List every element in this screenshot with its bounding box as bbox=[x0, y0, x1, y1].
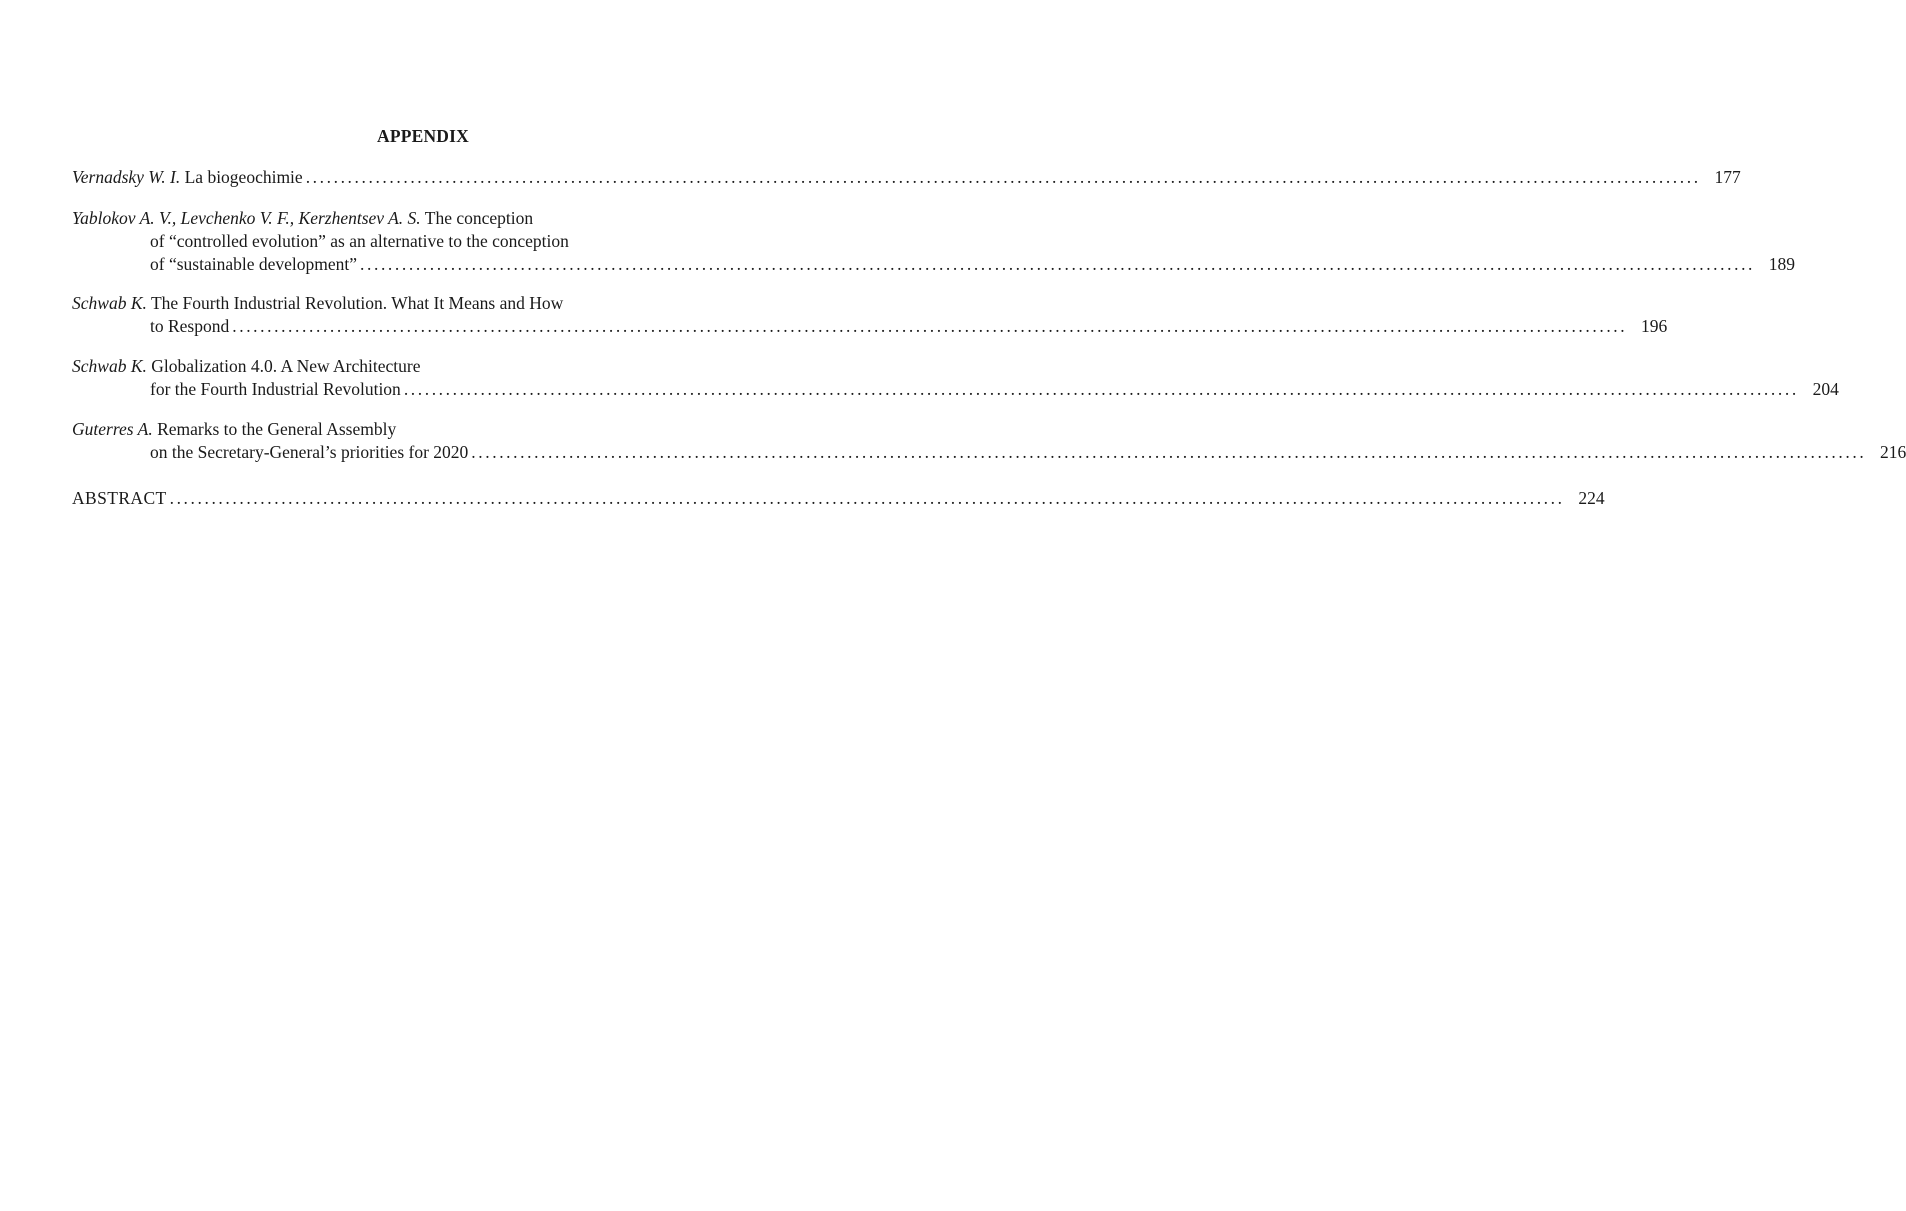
toc-entry-page: 224 bbox=[1578, 488, 1605, 508]
toc-entry-title: Remarks to the General Assembly bbox=[157, 419, 397, 439]
toc-entry-text bbox=[72, 166, 303, 189]
dot-leader: ........................................................................................................................................................................................................ bbox=[403, 379, 1799, 399]
toc-entry-title-continued: of “sustainable development” bbox=[150, 254, 358, 274]
toc-entry-page: 177 bbox=[1714, 167, 1741, 187]
toc-entry-page: 216 bbox=[1880, 442, 1906, 462]
toc-entry-vernadsky[interactable] bbox=[72, 166, 1741, 189]
toc-entry-title: The Fourth Industrial Revolution. What It Means and How bbox=[150, 293, 564, 313]
toc-entry-author: Guterres A. bbox=[72, 419, 153, 439]
toc-entry-title: The conception bbox=[424, 208, 534, 228]
toc-entry-title-continued: on the Secretary-General’s priorities for 2020 bbox=[150, 442, 469, 462]
section-heading: APPENDIX bbox=[376, 126, 469, 146]
toc-entry-title: Globalization 4.0. A New Architecture bbox=[151, 356, 421, 376]
toc-entry-author: Yablokov A. V., Levchenko V. F., Kerzhentsev A. S. bbox=[72, 208, 421, 228]
toc-entry-page: 196 bbox=[1641, 316, 1668, 336]
toc-entry-page: 189 bbox=[1768, 254, 1796, 274]
dot-leader: ........................................................................................................................................................................................................ bbox=[232, 316, 1628, 336]
dot-leader: ........................................................................................................................................................................................................ bbox=[471, 442, 1867, 462]
toc-entry-title-continued: to Respond bbox=[150, 316, 230, 336]
toc-entry-schwab-fourth-revolution[interactable] bbox=[72, 292, 1668, 338]
toc-entry-author: Schwab K. bbox=[72, 356, 147, 376]
toc-entry-yablokov[interactable] bbox=[72, 207, 1796, 276]
toc-entry-abstract[interactable] bbox=[72, 487, 1605, 510]
dot-leader: ........................................................................................................................................................................................................ bbox=[360, 254, 1756, 274]
dot-leader: ........................................................................................................................................................................................................ bbox=[305, 167, 1701, 187]
toc-entry-page: 204 bbox=[1812, 379, 1839, 399]
toc-entry-schwab-globalization[interactable] bbox=[72, 355, 1839, 401]
abstract-label: ABSTRACT bbox=[72, 488, 167, 508]
toc-entry-author: Schwab K. bbox=[72, 293, 147, 313]
toc-entry-title: La biogeochimie bbox=[184, 167, 303, 187]
toc-page bbox=[72, 0, 1906, 1211]
toc-entry-title-continued: for the Fourth Industrial Revolution bbox=[150, 379, 401, 399]
toc-entry-guterres[interactable] bbox=[72, 418, 1906, 464]
dot-leader: ........................................................................................................................................................................................................ bbox=[169, 488, 1565, 508]
toc-entry-title-continued: of “controlled evolution” as an alternative to the conception bbox=[150, 231, 569, 251]
toc-entry-author: Vernadsky W. I. bbox=[72, 167, 181, 187]
